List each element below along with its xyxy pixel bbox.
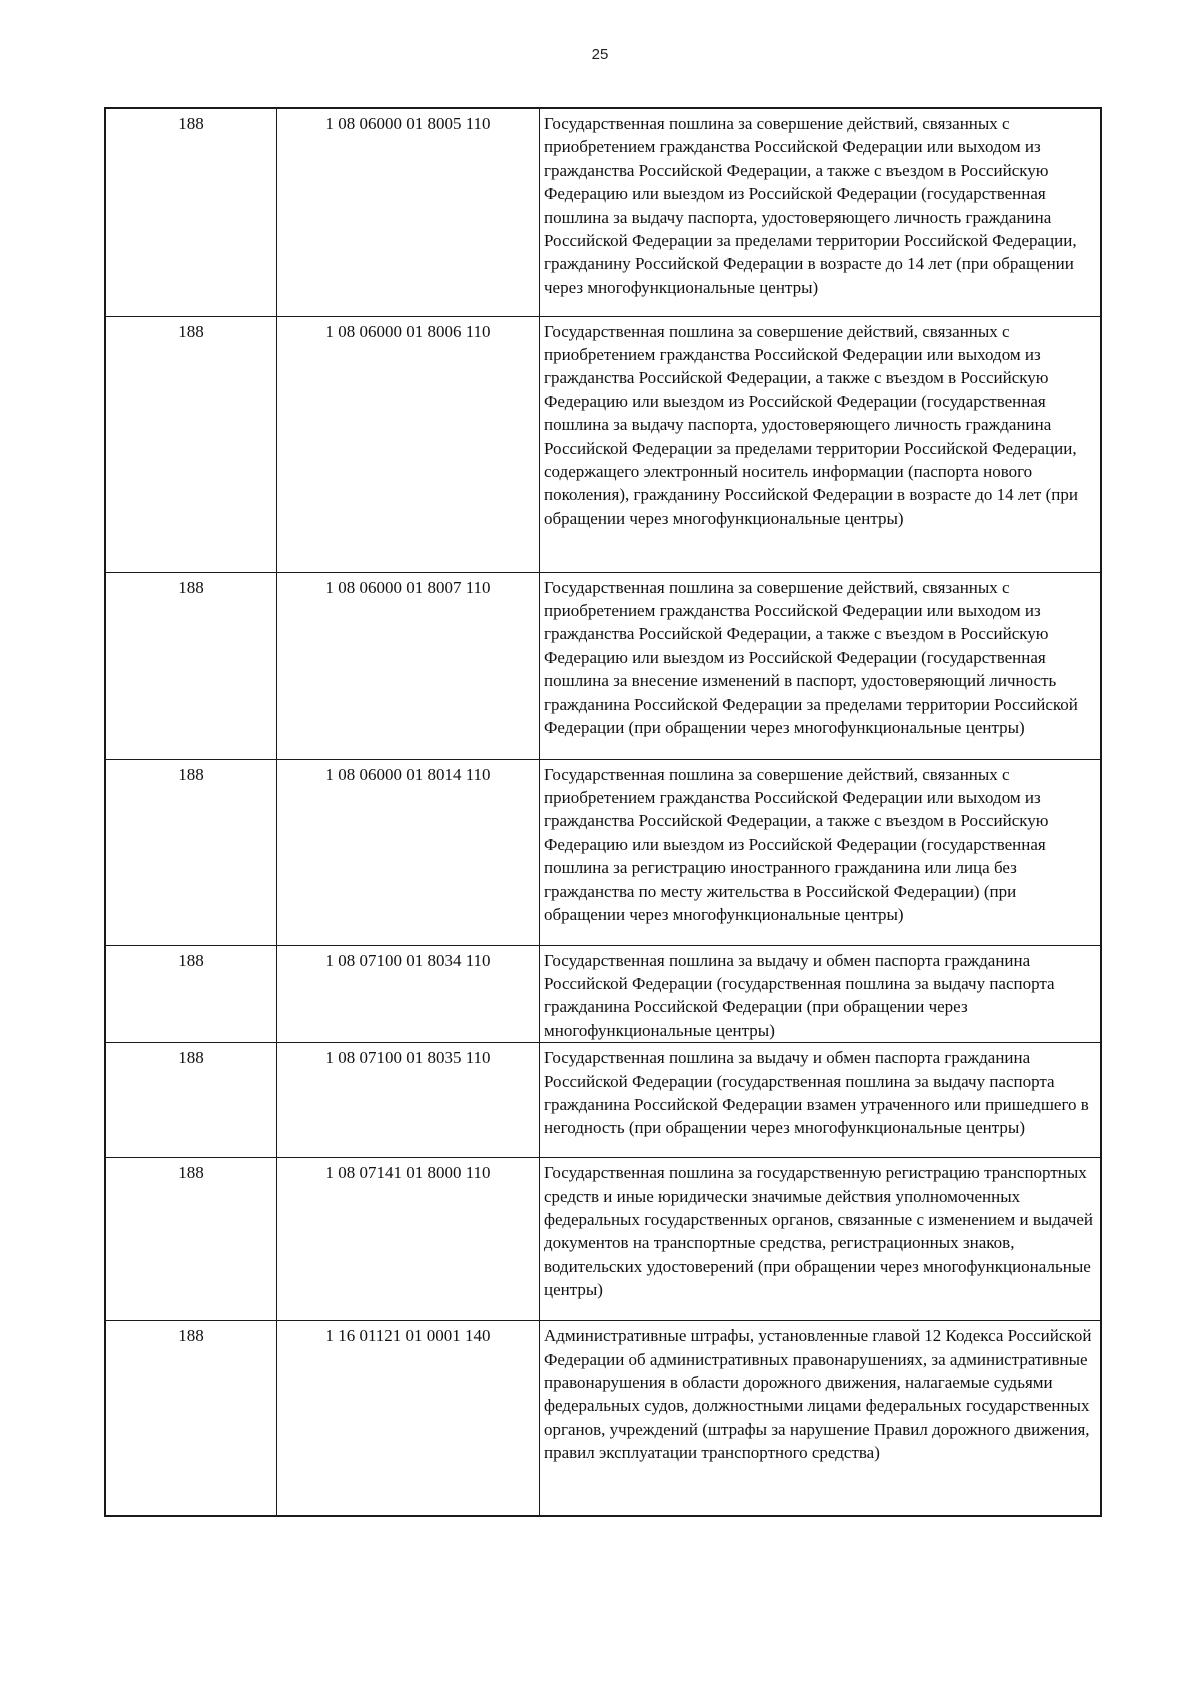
- kbk-cell: [277, 1043, 540, 1158]
- revenue-description: Государственная пошлина за выдачу и обмен паспорта гражданина Российской Федерации (государственная пошлина за выдачу паспорта гражданина Российской Федерации (при обращении через многофункциональные центры): [544, 950, 1055, 1040]
- kbk-cell: [277, 108, 540, 316]
- description-cell: [540, 572, 1102, 759]
- admin-code: 188: [178, 1163, 204, 1183]
- revenue-description: Административные штрафы, установленные главой 12 Кодекса Российской Федерации об административных правонарушениях, за административные правонарушения в области дорожного движения, налагаемые судьями федеральных судов, должностными лицами федеральных государственных органов, учреждений (штрафы за нарушение Правил дорожного движения, правил эксплуатации транспортного средства): [544, 1326, 1092, 1463]
- admin-code-cell: [105, 108, 277, 316]
- revenue-code-table: [104, 107, 1102, 1517]
- admin-code-cell: [105, 1321, 277, 1516]
- revenue-description: Государственная пошлина за совершение действий, связанных с приобретением гражданства Российской Федерации или выходом из гражданства Российской Федерации, а также с въездом в Российскую Федерацию или выездом из Российской Федерации (государственная пошлина за выдачу паспорта, удостоверяющего личность гражданина Российской Федерации за пределами территории Российской Федерации, содержащего электронный носитель информации (паспорта нового поколения), гражданину Российской Федерации в возрасте до 14 лет (при обращении через многофункциональные центры): [544, 321, 1078, 528]
- kbk-cell: [277, 945, 540, 1043]
- description-cell: [540, 108, 1102, 316]
- budget-classification-code: 1 08 06000 01 8014 110: [325, 764, 491, 784]
- revenue-description: Государственная пошлина за выдачу и обмен паспорта гражданина Российской Федерации (государственная пошлина за выдачу паспорта гражданина Российской Федерации взамен утраченного или пришедшего в негодность (при обращении через многофункциональные центры): [544, 1048, 1089, 1138]
- admin-code: 188: [178, 321, 204, 341]
- admin-code: 188: [178, 950, 204, 970]
- budget-classification-code: 1 08 07100 01 8034 110: [325, 950, 491, 970]
- table-row: [105, 759, 1101, 945]
- page-number: 25: [591, 46, 609, 63]
- description-cell: [540, 316, 1102, 572]
- budget-classification-code: 1 08 07100 01 8035 110: [325, 1048, 491, 1068]
- kbk-cell: [277, 572, 540, 759]
- budget-classification-code: 1 08 06000 01 8007 110: [325, 577, 491, 597]
- table-row: [105, 108, 1101, 316]
- revenue-description: Государственная пошлина за совершение действий, связанных с приобретением гражданства Российской Федерации или выходом из гражданства Российской Федерации, а также с въездом в Российскую Федерацию или выездом из Российской Федерации (государственная пошлина за выдачу паспорта, удостоверяющего личность гражданина Российской Федерации за пределами территории Российской Федерации, гражданину Российской Федерации в возрасте до 14 лет (при обращении через многофункциональные центры): [544, 114, 1077, 297]
- table-row: [105, 316, 1101, 572]
- table-row: [105, 1043, 1101, 1158]
- budget-classification-code: 1 08 06000 01 8005 110: [325, 114, 491, 133]
- description-cell: [540, 1043, 1102, 1158]
- admin-code-cell: [105, 572, 277, 759]
- budget-classification-code: 1 08 06000 01 8006 110: [325, 321, 491, 341]
- revenue-description: Государственная пошлина за совершение действий, связанных с приобретением гражданства Российской Федерации или выходом из гражданства Российской Федерации, а также с въездом в Российскую Федерацию или выездом из Российской Федерации (государственная пошлина за внесение изменений в паспорт, удостоверяющий личность гражданина Российской Федерации за пределами территории Российской Федерации (при обращении через многофункциональные центры): [544, 577, 1078, 737]
- admin-code: 188: [178, 1326, 204, 1346]
- description-cell: [540, 759, 1102, 945]
- admin-code: 188: [178, 1048, 204, 1068]
- admin-code-cell: [105, 316, 277, 572]
- description-cell: [540, 945, 1102, 1043]
- admin-code-cell: [105, 1043, 277, 1158]
- table-row: [105, 1158, 1101, 1321]
- admin-code: 188: [178, 577, 204, 597]
- kbk-cell: [277, 316, 540, 572]
- revenue-description: Государственная пошлина за совершение действий, связанных с приобретением гражданства Российской Федерации или выходом из гражданства Российской Федерации, а также с въездом в Российскую Федерацию или выездом из Российской Федерации (государственная пошлина за регистрацию иностранного гражданина или лица без гражданства по месту жительства в Российской Федерации) (при обращении через многофункциональные центры): [544, 764, 1049, 924]
- description-cell: [540, 1158, 1102, 1321]
- kbk-cell: [277, 1321, 540, 1516]
- kbk-cell: [277, 759, 540, 945]
- budget-classification-code: 1 08 07141 01 8000 110: [325, 1163, 491, 1183]
- table-row: [105, 945, 1101, 1043]
- budget-classification-code: 1 16 01121 01 0001 140: [325, 1326, 491, 1346]
- admin-code-cell: [105, 1158, 277, 1321]
- table-row: [105, 1321, 1101, 1516]
- admin-code: 188: [178, 764, 204, 784]
- admin-code-cell: [105, 945, 277, 1043]
- description-cell: [540, 1321, 1102, 1516]
- table-row: [105, 572, 1101, 759]
- admin-code-cell: [105, 759, 277, 945]
- admin-code: 188: [178, 114, 204, 133]
- revenue-description: Государственная пошлина за государственную регистрацию транспортных средств и иные юридически значимые действия уполномоченных федеральных государственных органов, связанные с изменением и выдачей документов на транспортные средства, регистрационных знаков, водительских удостоверений (при обращении через многофункциональные центры): [544, 1163, 1094, 1300]
- kbk-cell: [277, 1158, 540, 1321]
